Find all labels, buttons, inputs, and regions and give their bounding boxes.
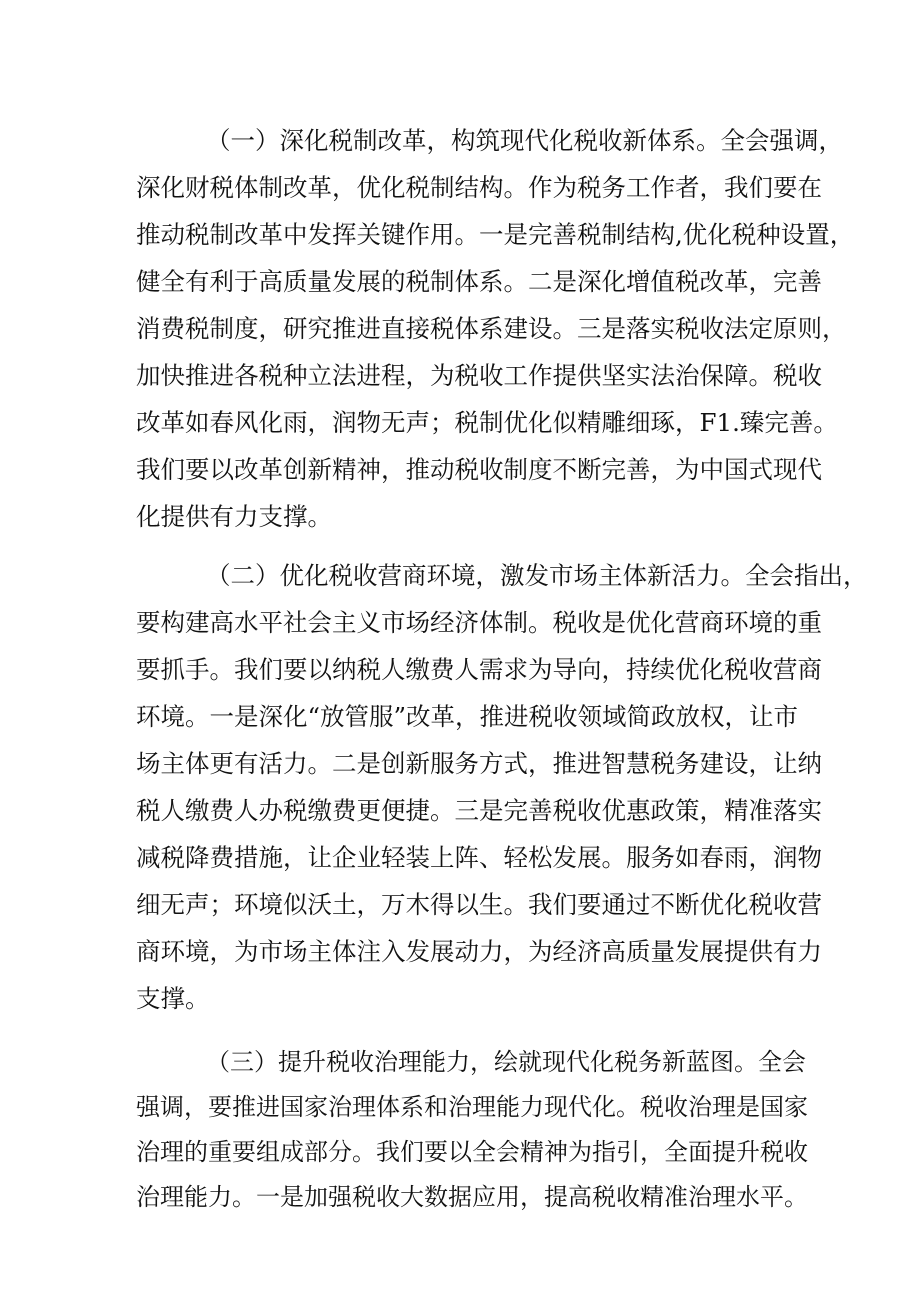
paragraph-line: （二）优化税收营商环境，激发市场主体新活力。全会指出， bbox=[206, 561, 868, 590]
paragraph-line: （一）深化税制改革，构筑现代化税收新体系。全会强调， bbox=[206, 126, 843, 155]
paragraph-line: 治理能力。一是加强税收大数据应用，提高税收精准治理水平。 bbox=[136, 1183, 808, 1211]
paragraph-line: 消费税制度，研究推进直接税体系建设。三是落实税收法定原则， bbox=[136, 314, 847, 343]
paragraph-line: 支撑。 bbox=[136, 984, 210, 1013]
paragraph-line: 推动税制改革中发挥关键作用。一是完善税制结构,优化税种设置， bbox=[136, 220, 855, 249]
paragraph-line: 商环境，为市场主体注入发展动力，为经济高质量发展提供有力 bbox=[136, 937, 822, 966]
paragraph-1 bbox=[136, 117, 855, 540]
paragraph-line: 改革如春风化雨，润物无声；税制优化似精雕细琢，F1.臻完善。 bbox=[136, 408, 838, 437]
paragraph-line: 减税降费措施，让企业轻装上阵、轻松发展。服务如春雨，润物 bbox=[136, 843, 822, 872]
paragraph-2 bbox=[136, 552, 868, 1022]
paragraph-line: 场主体更有活力。二是创新服务方式，推进智慧税务建设，让纳 bbox=[136, 749, 822, 778]
paragraph-line: 强调，要推进国家治理体系和治理能力现代化。税收治理是国家 bbox=[136, 1093, 808, 1121]
paragraph-line: 深化财税体制改革，优化税制结构。作为税务工作者，我们要在 bbox=[136, 173, 822, 202]
paragraph-line: 税人缴费人办税缴费更便捷。三是完善税收优惠政策，精准落实 bbox=[136, 796, 822, 825]
paragraph-line: （三）提升税收治理能力，绘就现代化税务新蓝图。全会 bbox=[206, 1048, 806, 1076]
paragraph-line: 要构建高水平社会主义市场经济体制。税收是优化营商环境的重 bbox=[136, 608, 822, 637]
paragraph-line: 我们要以改革创新精神，推动税收制度不断完善，为中国式现代 bbox=[136, 455, 822, 484]
paragraph-line: 环境。一是深化“放管服”改革，推进税收领域简政放权，让市 bbox=[136, 702, 799, 731]
paragraph-line: 治理的重要组成部分。我们要以全会精神为指引，全面提升税收 bbox=[136, 1138, 808, 1166]
paragraph-3 bbox=[136, 1040, 808, 1220]
paragraph-line: 化提供有力支撑。 bbox=[136, 502, 332, 531]
paragraph-line: 健全有利于高质量发展的税制体系。二是深化增值税改革，完善 bbox=[136, 267, 822, 296]
paragraph-line: 细无声；环境似沃土，万木得以生。我们要通过不断优化税收营 bbox=[136, 890, 822, 919]
paragraph-line: 加快推进各税种立法进程，为税收工作提供坚实法治保障。税收 bbox=[136, 361, 822, 390]
paragraph-line: 要抓手。我们要以纳税人缴费人需求为导向，持续优化税收营商 bbox=[136, 655, 822, 684]
